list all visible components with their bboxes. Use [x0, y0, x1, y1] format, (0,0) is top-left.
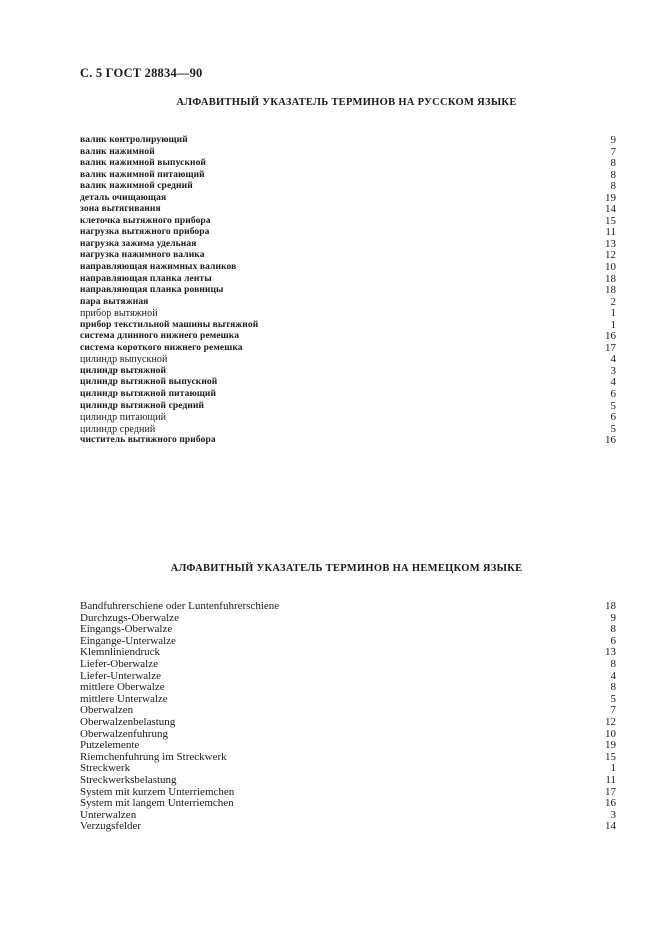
term-text: цилиндр средний — [80, 423, 156, 435]
term-number: 6 — [610, 411, 616, 424]
term-number: 19 — [605, 191, 616, 204]
list-item — [80, 170, 616, 182]
list-item — [80, 366, 616, 378]
term-text: валик контролирующий — [80, 135, 188, 145]
term-text: Verzugsfelder — [80, 820, 142, 833]
term-number: 1 — [610, 318, 616, 331]
term-text: зона вытягивания — [80, 204, 161, 215]
list-item — [80, 227, 616, 239]
list-item — [80, 636, 616, 648]
term-text: чиститель вытяжного прибора — [80, 435, 216, 446]
term-number: 1 — [610, 307, 616, 320]
list-item — [80, 412, 616, 424]
list-item — [80, 389, 616, 401]
term-number: 8 — [610, 681, 616, 694]
term-number: 5 — [610, 692, 616, 705]
term-number: 5 — [610, 422, 616, 435]
term-text: направляющая нажимных валиков — [80, 262, 237, 273]
term-number: 17 — [605, 785, 616, 798]
term-number: 8 — [610, 623, 616, 636]
term-text: валик нажимной средний — [80, 181, 193, 192]
term-number: 18 — [605, 600, 616, 612]
term-text: нагрузка нажимного валика — [80, 250, 205, 261]
term-text: Bandfuhrerschiene oder Luntenfuhrerschiene — [80, 600, 280, 612]
term-number: 8 — [610, 168, 616, 181]
list-item — [80, 147, 616, 159]
term-number: 7 — [610, 704, 616, 717]
page-header: С. 5 ГОСТ 28834—90 — [80, 66, 203, 80]
term-number: 5 — [610, 399, 616, 412]
term-number: 14 — [605, 820, 616, 833]
list-item — [80, 354, 616, 366]
term-text: Unterwalzen — [80, 808, 137, 821]
term-text: Durchzugs-Oberwalze — [80, 611, 179, 624]
term-number: 10 — [605, 727, 616, 740]
term-number: 8 — [610, 157, 616, 170]
list-item — [80, 343, 616, 355]
term-text: mittlere Unterwalze — [80, 692, 168, 705]
russian-index-title: АЛФАВИТНЫЙ УКАЗАТЕЛЬ ТЕРМИНОВ НА РУССКОМ ЯЗЫКЕ — [176, 97, 517, 108]
list-item — [80, 659, 616, 671]
term-text: Oberwalzenfuhrung — [80, 727, 168, 740]
term-number: 2 — [610, 295, 616, 308]
term-number: 11 — [605, 773, 616, 786]
term-text: цилиндр вытяжной средний — [80, 400, 205, 411]
term-number: 11 — [605, 226, 616, 239]
term-text: Oberwalzenbelastung — [80, 715, 176, 728]
list-item — [80, 810, 616, 822]
term-number: 19 — [605, 739, 616, 752]
term-number: 3 — [610, 808, 616, 821]
list-item — [80, 181, 616, 193]
list-item — [80, 135, 616, 147]
term-text: mittlere Oberwalze — [80, 681, 165, 694]
term-number: 13 — [605, 646, 616, 659]
list-item — [80, 262, 616, 274]
term-text: цилиндр вытяжной выпускной — [80, 377, 218, 388]
term-number: 3 — [610, 364, 616, 377]
list-item — [80, 601, 616, 613]
list-item — [80, 740, 616, 752]
term-text: прибор текстильной машины вытяжной — [80, 319, 259, 330]
term-text: Liefer-Unterwalze — [80, 669, 162, 682]
term-text: цилиндр выпускной — [80, 354, 168, 366]
term-number: 12 — [605, 715, 616, 728]
list-item — [80, 193, 616, 205]
list-item — [80, 717, 616, 729]
term-text: валик нажимной — [80, 146, 155, 157]
list-item — [80, 775, 616, 787]
term-number: 16 — [605, 797, 616, 810]
term-number: 18 — [605, 284, 616, 297]
list-item — [80, 297, 616, 309]
term-text: прибор вытяжной — [80, 308, 158, 320]
term-number: 6 — [610, 388, 616, 401]
term-text: цилиндр вытяжной питающий — [80, 389, 217, 400]
term-text: валик нажимной выпускной — [80, 158, 207, 169]
list-item — [80, 821, 616, 833]
list-item — [80, 216, 616, 228]
term-text: Riemchenfuhrung im Streckwerk — [80, 750, 227, 763]
term-text: Eingange-Unterwalze — [80, 634, 176, 647]
term-number: 4 — [610, 376, 616, 389]
term-text: нагрузка вытяжного прибора — [80, 227, 210, 238]
term-text: пара вытяжная — [80, 296, 149, 307]
list-item — [80, 204, 616, 216]
term-number: 12 — [605, 249, 616, 262]
term-number: 4 — [610, 353, 616, 366]
term-number: 16 — [605, 330, 616, 343]
list-item — [80, 274, 616, 286]
term-text: System mit langem Unterriemchen — [80, 797, 234, 810]
term-number: 13 — [605, 237, 616, 250]
list-item — [80, 377, 616, 389]
list-item — [80, 435, 616, 447]
list-item — [80, 331, 616, 343]
term-text: валик нажимной питающий — [80, 169, 205, 180]
russian-term-list — [80, 135, 616, 447]
term-number: 17 — [605, 341, 616, 354]
term-text: Klemnliniendruck — [80, 646, 161, 659]
term-text: Oberwalzen — [80, 704, 134, 717]
term-text: цилиндр вытяжной — [80, 365, 167, 376]
term-number: 16 — [605, 434, 616, 447]
term-number: 9 — [610, 134, 616, 146]
term-text: направляющая планка ленты — [80, 273, 212, 284]
term-text: Putzelemente — [80, 739, 140, 752]
term-text: Eingangs-Oberwalze — [80, 623, 173, 636]
term-number: 14 — [605, 203, 616, 216]
list-item — [80, 308, 616, 320]
list-item — [80, 239, 616, 251]
term-text: цилиндр питающий — [80, 412, 167, 424]
term-text: System mit kurzem Unterriemchen — [80, 785, 235, 798]
term-number: 9 — [610, 611, 616, 624]
german-term-list — [80, 601, 616, 833]
term-number: 10 — [605, 261, 616, 274]
list-item — [80, 401, 616, 413]
list-item — [80, 320, 616, 332]
list-item — [80, 647, 616, 659]
list-item — [80, 752, 616, 764]
term-text: Streckwerk — [80, 762, 131, 775]
german-index-title: АЛФАВИТНЫЙ УКАЗАТЕЛЬ ТЕРМИНОВ НА НЕМЕЦКОМ ЯЗЫКЕ — [170, 563, 523, 574]
term-text: Streckwerksbelastung — [80, 773, 177, 786]
term-text: направляющая планка ровницы — [80, 285, 224, 296]
term-number: 15 — [605, 214, 616, 227]
list-item — [80, 798, 616, 810]
list-item — [80, 424, 616, 436]
term-text: клеточка вытяжного прибора — [80, 215, 211, 226]
term-number: 1 — [610, 762, 616, 775]
term-number: 8 — [610, 180, 616, 193]
list-item — [80, 285, 616, 297]
term-text: деталь очищающая — [80, 192, 167, 203]
term-number: 6 — [610, 634, 616, 647]
list-item — [80, 682, 616, 694]
term-number: 8 — [610, 657, 616, 670]
list-item — [80, 694, 616, 706]
term-text: Liefer-Oberwalze — [80, 657, 158, 670]
term-text: система короткого нижнего ремешка — [80, 342, 243, 353]
term-text: система длинного нижнего ремешка — [80, 331, 240, 342]
term-number: 7 — [610, 145, 616, 158]
term-text: нагрузка зажима удельная — [80, 238, 197, 249]
term-number: 4 — [610, 669, 616, 682]
list-item — [80, 250, 616, 262]
list-item — [80, 729, 616, 741]
term-number: 18 — [605, 272, 616, 285]
list-item — [80, 158, 616, 170]
term-number: 15 — [605, 750, 616, 763]
